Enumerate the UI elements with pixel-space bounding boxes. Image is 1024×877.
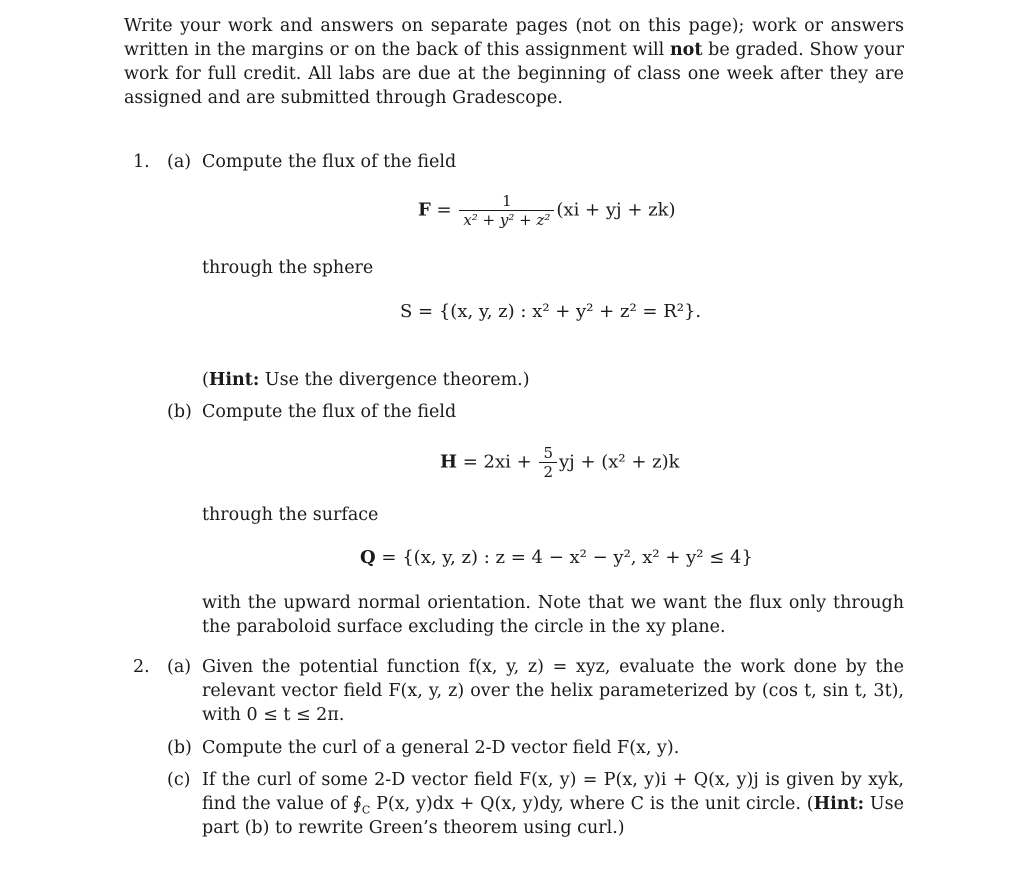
q2b-text: Compute the curl of a general 2-D vector field F(x, y).: [202, 738, 680, 758]
q1-number: 1.: [133, 152, 150, 172]
q1b-eq-fraction: [539, 444, 557, 481]
q1b-surface-lhs: Q: [360, 547, 376, 568]
q1b-note: with the upward normal orientation. Note that we want the flux only through the paraboloid surface excluding the circle in the xy plane.: [202, 593, 904, 637]
q1a-hint: (Hint: Use the divergence theorem.): [202, 370, 530, 390]
q1a-eq-numerator: 1: [459, 192, 554, 211]
q1b-eq-mid: = 2xi +: [457, 451, 538, 473]
q1b-eq-denominator: 2: [543, 463, 553, 481]
q2c-text-2: P(x, y)dx + Q(x, y)dy, where C is the unit circle. (: [370, 794, 814, 814]
q1a-through: through the sphere: [202, 258, 374, 278]
q2c-hint-bold: Hint:: [813, 794, 865, 814]
q2b-label: (b): [167, 738, 192, 758]
instructions-text-2: be graded. Show your work for full credit. All labs are due at the beginning of class one week after they are assigned and are submitted through Gradescope.: [124, 40, 905, 108]
q2-number: 2.: [133, 657, 150, 677]
q2c-hint-text: Use part (b) to rewrite Green’s theorem using curl.): [202, 794, 905, 838]
q2c-label: (c): [167, 770, 191, 790]
q2a-text: Given the potential function f(x, y, z) = xyz, evaluate the work done by the relevant vector field F(x, y, z) over the helix parameterized by (cos t, sin t, 3t), with 0 ≤ t ≤ 2π.: [202, 657, 904, 725]
q1b-surface-rhs: = {(x, y, z) : z = 4 − x² − y², x² + y² ≤ 4}: [381, 547, 753, 568]
instructions-text-1: Write your work and answers on separate pages (not on this page); work or answers written in the margins or on the back of this assignment will: [124, 16, 904, 60]
q2c-text: [202, 768, 904, 840]
q1b-field-equation: [440, 444, 680, 481]
q1a-label: (a): [167, 152, 192, 172]
q1b-eq-lhs: H: [440, 451, 458, 473]
q1a-eq-rhs: (xi + yj + zk): [556, 199, 676, 221]
q1a-sphere-equation: S = {(x, y, z) : x² + y² + z² = R²}.: [400, 301, 702, 322]
q1a-eq-denominator: x² + y² + z²: [463, 211, 551, 229]
q1b-text: Compute the flux of the field: [202, 402, 457, 422]
q1a-eq-lhs: F: [418, 199, 431, 221]
instructions-paragraph: [124, 14, 904, 110]
q1a-eq-fraction: [459, 192, 554, 229]
q1b-label: (b): [167, 402, 192, 422]
q1b-surface-equation: [360, 546, 753, 570]
q1b-eq-rhs: yj + (x² + z)k: [558, 451, 680, 473]
q1a-text: Compute the flux of the field: [202, 152, 457, 172]
q1a-hint-bold: Hint:: [208, 370, 260, 390]
instructions-bold-not: not: [669, 40, 703, 60]
q1b-eq-numerator: 5: [539, 444, 557, 463]
q2c-text-1: If the curl of some 2-D vector field F(x, y) = P(x, y)i + Q(x, y)j is given by xyk, find the value of ∮: [202, 770, 904, 814]
q1a-field-equation: F = $\frac{1}{\text{x² + y² + z²}}$ (xi + yj + zk): [418, 192, 676, 229]
q2c-integral-subscript: C: [361, 803, 371, 817]
q1b-through: through the surface: [202, 505, 379, 525]
q1a-hint-text: Use the divergence theorem.): [259, 370, 530, 390]
q2a-label: (a): [167, 657, 192, 677]
